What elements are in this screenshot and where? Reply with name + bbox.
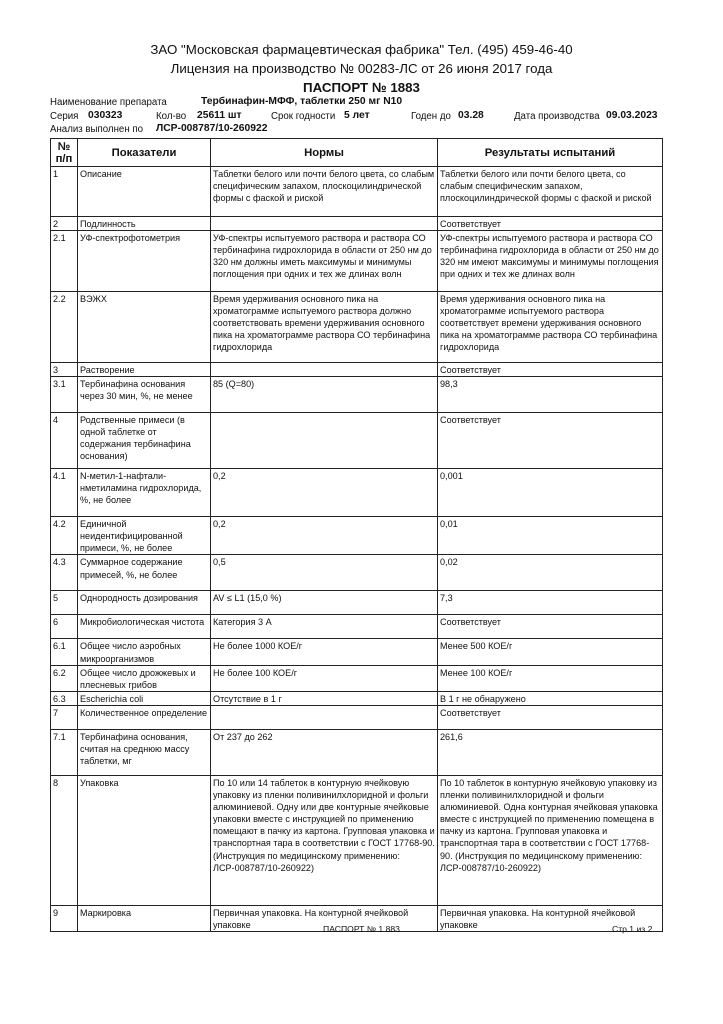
row-number: 2.1 [51, 231, 78, 292]
shelf-life-label: Срок годности [271, 111, 336, 122]
row-indicator: Тербинафина основания, считая на среднюю массу таблетки, мг [78, 729, 211, 775]
row-norm [211, 705, 438, 729]
row-number: 6.2 [51, 665, 78, 691]
row-result: Время удерживания основного пика на хроматограмме испытуемого раствора соответствует времени удерживания основного пика на хроматограмме раствора СО тербинафина гидрохлорида [438, 292, 663, 363]
row-norm: 85 (Q=80) [211, 377, 438, 413]
column-header-number: № п/п [51, 139, 78, 167]
row-result: Соответствует [438, 363, 663, 377]
shelf-life-value: 5 лет [344, 110, 370, 121]
table-row [51, 231, 663, 292]
row-norm: Не более 100 КОЕ/г [211, 665, 438, 691]
row-norm: Время удерживания основного пика на хроматограмме испытуемого раствора должно соответствовать времени удерживания основного пика на хроматограмме раствора СО тербинафина гидрохлорида [211, 292, 438, 363]
series-value: 030323 [88, 110, 123, 121]
row-number: 1 [51, 167, 78, 217]
row-result: В 1 г не обнаружено [438, 691, 663, 705]
row-indicator: Escherichia coli [78, 691, 211, 705]
row-indicator: Маркировка [78, 905, 211, 931]
row-norm: Таблетки белого или почти белого цвета, со слабым специфическим запахом, плоскоцилиндрической формы с фаской и риской [211, 167, 438, 217]
row-norm: По 10 или 14 таблеток в контурную ячейковую упаковку из пленки поливинилхлоридной и фольги алюминиевой. Одну или две контурные ячейковые упаковки вместе с инструкцией по применению помещают в пачку из картона. Групповая упаковка и транспортная тара в соответствии с ГОСТ 17768-90. (Инструкция по медицинскому применению: ЛСР-008787/10-260922) [211, 775, 438, 905]
table-row [51, 167, 663, 217]
license-line: Лицензия на производство № 00283-ЛС от 26 июня 2017 года [170, 61, 553, 76]
row-result: Таблетки белого или почти белого цвета, со слабым специфическим запахом, плоскоцилиндрической формы с фаской и риской [438, 167, 663, 217]
valid-until-label: Годен до [411, 111, 451, 122]
row-number: 7 [51, 705, 78, 729]
row-indicator: Тербинафина основания через 30 мин, %, не менее [78, 377, 211, 413]
analysis-label: Анализ выполнен по [50, 124, 143, 135]
row-result: УФ-спектры испытуемого раствора и раствора СО тербинафина гидрохлорида в области от 250 нм до 320 нм имеют максимумы и минимумы поглощения при одних и тех же длинах волн [438, 231, 663, 292]
production-date-label: Дата производства [514, 111, 600, 122]
document-title: ПАСПОРТ № 1883 [303, 80, 420, 95]
row-indicator: Микробиологическая чистота [78, 615, 211, 639]
row-number: 4 [51, 413, 78, 469]
table-header-row [51, 139, 663, 167]
valid-until-value: 03.28 [458, 110, 484, 121]
column-header-norms: Нормы [211, 139, 438, 167]
row-indicator: Общее число дрожжевых и плесневых грибов [78, 665, 211, 691]
row-norm: 0,2 [211, 517, 438, 555]
row-number: 4.1 [51, 469, 78, 517]
test-results-table [50, 138, 663, 932]
row-result: Менее 500 КОЕ/г [438, 639, 663, 665]
row-result: Менее 100 КОЕ/г [438, 665, 663, 691]
row-number: 4.3 [51, 555, 78, 591]
quantity-value: 25611 шт [197, 110, 242, 121]
table-row [51, 217, 663, 231]
table-row [51, 665, 663, 691]
row-norm: 0,5 [211, 555, 438, 591]
footer-passport-number: ПАСПОРТ № 1 883 [323, 924, 400, 934]
row-norm: От 237 до 262 [211, 729, 438, 775]
row-number: 5 [51, 591, 78, 615]
row-result: 261,6 [438, 729, 663, 775]
table-row [51, 705, 663, 729]
drug-name-label: Наименование препарата [50, 97, 167, 108]
row-indicator: Упаковка [78, 775, 211, 905]
row-result: По 10 таблеток в контурную ячейковую упаковку из пленки поливинилхлоридной и фольги алюминиевой. Одна контурная ячейковая упаковка вместе с инструкцией по применению помещена в пачку из картона. Групповая упаковка и транспортная тара в соответствии с ГОСТ 17768-90. (Инструкция по медицинскому применению: ЛСР-008787/10-260922) [438, 775, 663, 905]
row-number: 9 [51, 905, 78, 931]
table-row [51, 591, 663, 615]
analysis-value: ЛСР-008787/10-260922 [156, 123, 268, 134]
row-norm: УФ-спектры испытуемого раствора и раствора СО тербинафина гидрохлорида в области от 250 нм до 320 нм должны иметь максимумы и минимумы поглощения при одних и тех же длинах волн [211, 231, 438, 292]
table-row [51, 639, 663, 665]
drug-name-value: Тербинафин-МФФ, таблетки 250 мг N10 [201, 96, 403, 107]
table-row [51, 691, 663, 705]
row-result: 0,01 [438, 517, 663, 555]
row-number: 3.1 [51, 377, 78, 413]
row-indicator: Подлинность [78, 217, 211, 231]
row-result: Соответствует [438, 217, 663, 231]
row-indicator: Единичной неидентифицированной примеси, %, не более [78, 517, 211, 555]
row-result: Соответствует [438, 615, 663, 639]
row-indicator: Описание [78, 167, 211, 217]
table-row [51, 363, 663, 377]
row-norm: Категория 3 А [211, 615, 438, 639]
row-norm [211, 363, 438, 377]
company-line: ЗАО "Московская фармацевтическая фабрика" Тел. (495) 459-46-40 [150, 42, 573, 57]
quantity-label: Кол-во [156, 111, 187, 122]
row-number: 7.1 [51, 729, 78, 775]
table-row [51, 615, 663, 639]
row-result: Соответствует [438, 413, 663, 469]
row-number: 8 [51, 775, 78, 905]
row-result: Соответствует [438, 705, 663, 729]
row-indicator: Родственные примеси (в одной таблетке от содержания тербинафина основания) [78, 413, 211, 469]
series-label: Серия [50, 111, 79, 122]
row-number: 4.2 [51, 517, 78, 555]
row-result: 7,3 [438, 591, 663, 615]
row-indicator: ВЭЖХ [78, 292, 211, 363]
table-row [51, 292, 663, 363]
table-row [51, 517, 663, 555]
table-row [51, 555, 663, 591]
row-number: 3 [51, 363, 78, 377]
table-row [51, 413, 663, 469]
row-norm [211, 217, 438, 231]
row-result: 98,3 [438, 377, 663, 413]
row-norm: Отсутствие в 1 г [211, 691, 438, 705]
table-row [51, 729, 663, 775]
row-result: Первичная упаковка. На контурной ячейковой упаковке [438, 905, 663, 931]
production-date-value: 09.03.2023 [606, 110, 658, 121]
row-indicator: Общее число аэробных микроорганизмов [78, 639, 211, 665]
row-norm: Первичная упаковка. На контурной ячейковой упаковке [211, 905, 438, 931]
table-row [51, 775, 663, 905]
row-norm: 0,2 [211, 469, 438, 517]
row-indicator: Однородность дозирования [78, 591, 211, 615]
row-result: 0,02 [438, 555, 663, 591]
row-norm: Не более 1000 КОЕ/г [211, 639, 438, 665]
row-number: 6 [51, 615, 78, 639]
table-row [51, 377, 663, 413]
row-norm: AV ≤ L1 (15,0 %) [211, 591, 438, 615]
column-header-indicators: Показатели [78, 139, 211, 167]
row-norm [211, 413, 438, 469]
row-number: 2.2 [51, 292, 78, 363]
row-number: 6.1 [51, 639, 78, 665]
table-row [51, 469, 663, 517]
row-result: 0,001 [438, 469, 663, 517]
column-header-results: Результаты испытаний [438, 139, 663, 167]
row-number: 6.3 [51, 691, 78, 705]
footer-page-number: Стр.1 из 2 [612, 924, 653, 934]
row-indicator: УФ-спектрофотометрия [78, 231, 211, 292]
row-indicator: Суммарное содержание примесей, %, не более [78, 555, 211, 591]
row-indicator: N-метил-1-нафтали-нметиламина гидрохлорида, %, не более [78, 469, 211, 517]
row-indicator: Количественное определение [78, 705, 211, 729]
row-number: 2 [51, 217, 78, 231]
row-indicator: Растворение [78, 363, 211, 377]
